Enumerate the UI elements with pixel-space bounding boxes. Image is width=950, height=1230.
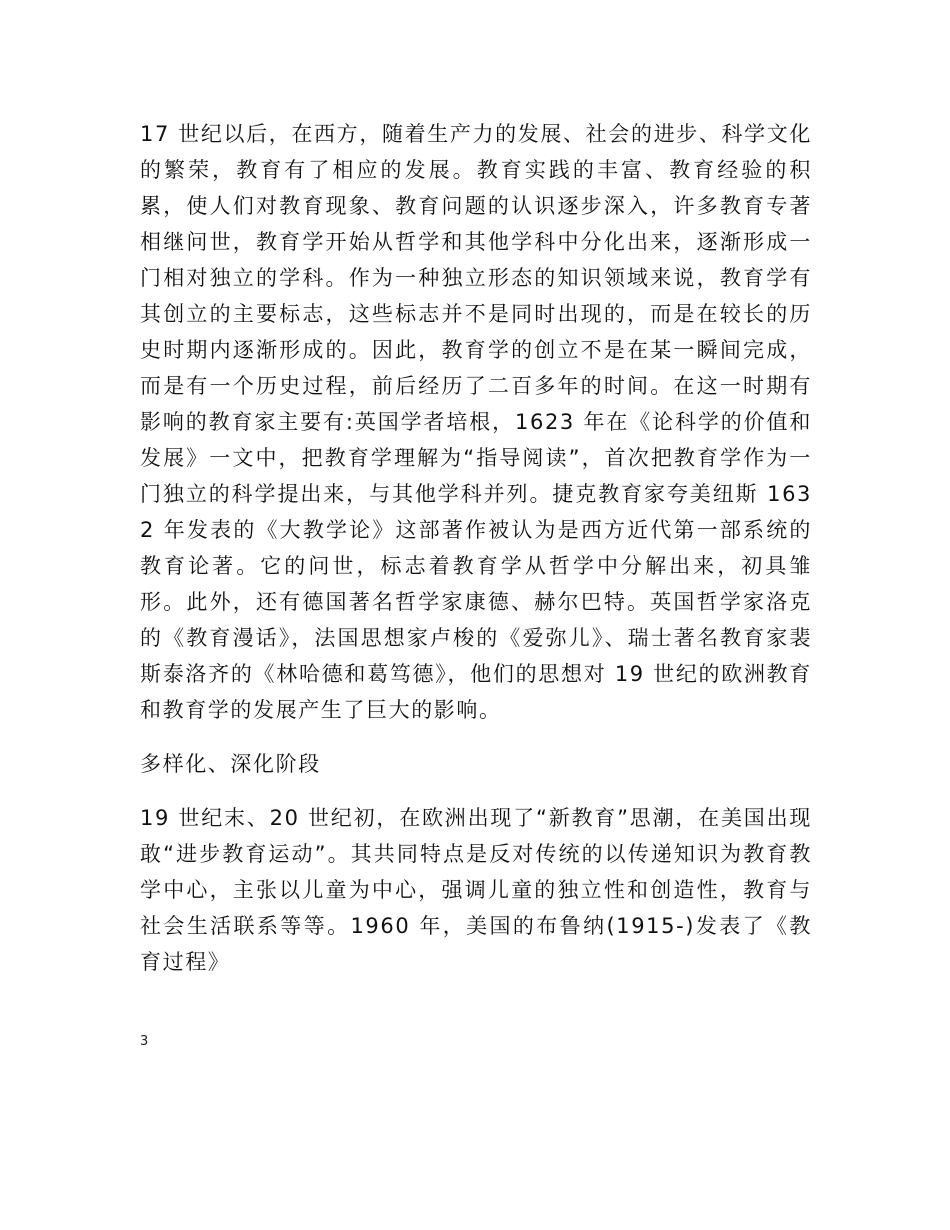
- section-heading: 多样化、深化阶段: [140, 752, 321, 776]
- paragraph-history-17th-century: 17 世纪以后，在西方，随着生产力的发展、社会的进步、科学文化的繁荣，教育有了相应的发展。教育实践的丰富、教育经验的积累，使人们对教育现象、教育问题的认识逐步深入，许多教育专著相继问世，教育学开始从哲学和其他学科中分化出来，逐渐形成一门相对独立的学科。作为一种独立形态的知识领域来说，教育学有其创立的主要标志，这些标志并不是同时出现的，而是在较长的历史时期内逐渐形成的。因此，教育学的创立不是在某一瞬间完成，而是有一个历史过程，前后经历了二百多年的时间。在这一时期有影响的教育家主要有:英国学者培根，1623 年在《论科学的价值和发展》一文中，把教育学理解为“指导阅读”，首次把教育学作为一门独立的科学提出来，与其他学科并列。捷克教育家夸美纽斯 1632 年发表的《大教学论》这部著作被认为是西方近代第一部系统的教育论著。它的问世，标志着教育学从哲学中分解出来，初具雏形。此外，还有德国著名哲学家康德、赫尔巴特。英国哲学家洛克的《教育漫话》，法国思想家卢梭的《爱弥儿》、瑞士著名教育家裴斯泰洛齐的《林哈德和葛笃德》，他们的思想对 19 世纪的欧洲教育和教育学的发展产生了巨大的影响。: [140, 122, 812, 722]
- document-body: [140, 116, 812, 980]
- paragraph-new-education: 19 世纪末、20 世纪初，在欧洲出现了“新教育”思潮，在美国出现敢“进步教育运动”。其共同特点是反对传统的以传递知识为教育教学中心，主张以儿童为中心，强调儿童的独立性和创造性，教育与社会生活联系等等。1960 年，美国的布鲁纳(1915-)发表了《教育过程》: [140, 806, 812, 974]
- page-number: 3: [140, 1034, 149, 1049]
